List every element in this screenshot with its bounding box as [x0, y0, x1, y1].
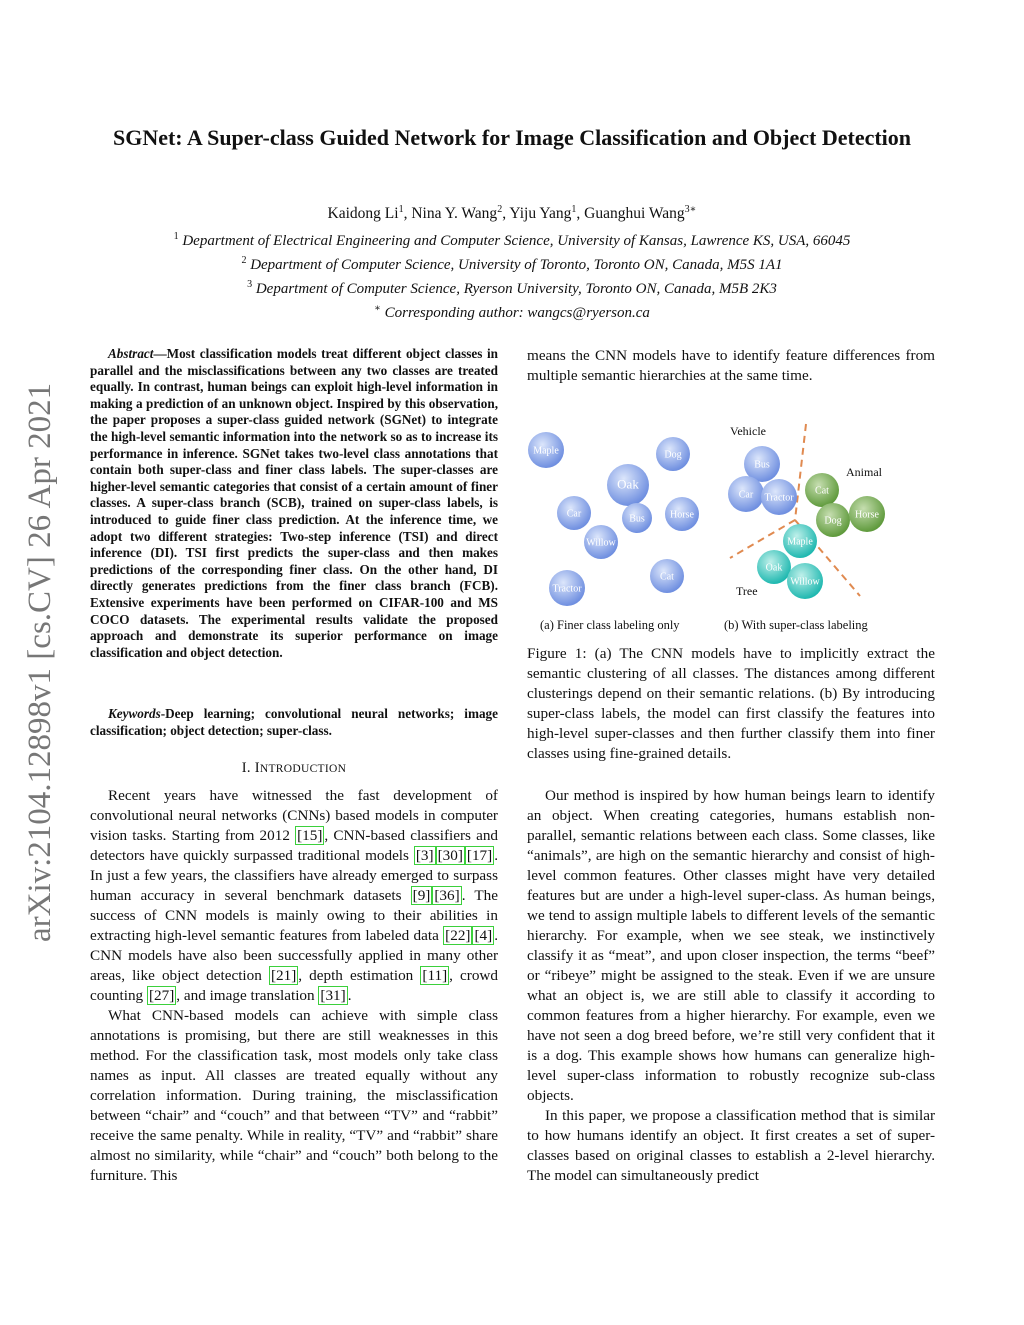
right-paragraph-1: Our method is inspired by how human beings learn to identify an object. When creating categories, humans establish non-parallel, semantic relations between each class. Some classes, like “animals”, are high on the semantic hierarchy and consist of high-level common features. Other classes might have very detailed features but are under a high-level super-class. As human beings, we tend to assign multiple labels to different levels of the semantic hierarchy. For example, when we see steak, we instinctively classify it as “meat”, and upon closer inspection, the terms “beef” or “ribeye” might be assigned to the steak. Even if we are unsure what an object is, we are still able to classify it according to common features from a higher hierarchy. For example, even we have not seen a dog breed before, we’re still very confident that it is a dog. This example shows how humans can generalize high-level super-class information to robustly recognize sub-class objects.: [527, 787, 935, 1104]
keywords-label: Keywords: [108, 706, 161, 721]
panel-a-node-label: Maple: [533, 445, 559, 457]
author-name: Kaidong Li: [327, 205, 399, 223]
author-sup: 3∗: [684, 204, 697, 215]
keywords: [90, 706, 498, 739]
citation-link[interactable]: [11]: [422, 967, 448, 984]
panel-b-node-label: Willow: [790, 576, 820, 588]
panel-b-node-label: Oak: [765, 562, 783, 574]
citation-link[interactable]: [9]: [412, 887, 431, 904]
panel-b-node-label: Car: [738, 489, 754, 501]
citation-link[interactable]: [21]: [270, 967, 297, 984]
text-span: .: [347, 987, 352, 1004]
text-span: . CNN models have also been successfully applied in many other areas, like object detection: [90, 927, 498, 984]
figure-1-graphic: [527, 418, 935, 640]
abstract-text: —Most classification models treat different object classes in parallel and the misclassifications between any two classes are treated equally. In contrast, human beings can exploit high-level information in making a prediction of an unknown object. Inspired by this observation, the paper proposes a super-class guided network (SGNet) to integrate the high-level semantic information into the network so as to increase its performance in inference. SGNet takes two-level class annotations that contain both super-class and finer class labels. The super-classes are higher-level semantic categories that consist of a certain amount of finer classes. A super-class branch (SCB), trained on super-class labels, is introduced to guide finer class prediction. At the inference time, we adopt two different strategies: Two-step inference (TSI) and direct inference (DI). TSI first predicts the super-class and then makes predictions of the corresponding finer class. On the other hand, DI directly generates predictions from the finer class branch (FCB). Extensive experiments have been performed on CIFAR-100 and MS COCO datasets. The experimental results validate the proposed approach and demonstrate its superior performance on image classification and object detection.: [90, 346, 498, 660]
right-column-continuation: means the CNN models have to identify feature differences from multiple semantic hierarchies at the same time.: [527, 347, 935, 384]
citation-link[interactable]: [17]: [466, 847, 493, 864]
affiliation-line: [60, 299, 964, 323]
text-span: , crowd counting: [90, 967, 498, 1004]
panel-a-node-label: Horse: [670, 509, 694, 521]
panel-b-node-label: Maple: [787, 536, 813, 548]
citation-link[interactable]: [15]: [297, 827, 323, 844]
author-sup: 2: [497, 204, 503, 215]
figure-1: [527, 418, 935, 640]
panel-a-node-label: Bus: [629, 513, 645, 525]
section-rest: NTRODUCTION: [259, 763, 347, 775]
keywords-text: -Deep learning; convolutional neural networks; image classification; object detection; super-class.: [90, 706, 498, 738]
citation-link[interactable]: [27]: [148, 987, 175, 1004]
right-column-body: [527, 786, 935, 1186]
group-label-tree: Tree: [736, 584, 758, 598]
affiliations: [60, 227, 964, 323]
affiliation-text: Department of Computer Science, Ryerson University, Toronto ON, Canada, M5B 2K3: [255, 281, 777, 297]
text-span: . In just a few years, the classifiers have already emerged to surpass human accuracy in several benchmark datasets: [90, 847, 498, 904]
author-name: Yiju Yang: [509, 205, 572, 223]
affiliation-text: Department of Computer Science, University of Toronto, Toronto ON, Canada, M5S 1A1: [250, 257, 783, 273]
citation-link[interactable]: [4]: [474, 927, 493, 944]
affiliation-sup: 1: [173, 231, 179, 242]
text-span: , and image translation: [176, 987, 319, 1004]
abstract: [90, 346, 498, 661]
affiliation-line: [60, 275, 964, 299]
group-label-vehicle: Vehicle: [730, 424, 766, 438]
affiliation-text: Corresponding author: wangcs@ryerson.ca: [384, 305, 650, 321]
affiliation-sup: 2: [241, 255, 247, 266]
paper-title: SGNet: A Super-class Guided Network for Image Classification and Object Detection: [112, 125, 912, 150]
affiliation-line: [60, 227, 964, 251]
panel-b-node-label: Cat: [815, 485, 829, 497]
citation-link[interactable]: [22]: [445, 927, 471, 944]
panel-b-node-label: Horse: [855, 509, 879, 521]
text-span: , CNN-based classifiers and detectors have quickly surpassed traditional models: [90, 827, 499, 864]
author-sup: 1: [571, 204, 577, 215]
panel-b-node-label: Tractor: [764, 492, 794, 504]
figure-1-caption: Figure 1: (a) The CNN models have to implicitly extract the semantic clustering of all classes. The distances among different clusterings depend on their semantic relations. (b) By introducing super-class labels, the model can first classify the features into high-level super-classes and then further classify them into finer classes using fine-grained details.: [527, 645, 935, 762]
introduction-text: [90, 786, 498, 1186]
intro-paragraph-2: What CNN-based models can achieve with simple class annotations is promising, but there are still weaknesses in this method. For the classification task, most models only take class names as input. All classes are treated equally without any correlation information. During training, the misclassification between “chair” and “couch” and that between “TV” and “rabbit” receive the same penalty. While in reality, “TV” and “rabbit” share almost no similarity, while “chair” and “couch” both belong to the furniture. This: [90, 1007, 498, 1184]
panel-a-nodes: [528, 432, 699, 606]
text-span: , depth estimation: [298, 967, 421, 984]
right-paragraph-2: In this paper, we propose a classification method that is similar to how humans identify an object. It first creates a set of super-classes based on original classes to establish a 2-level hierarchy. The model can simultaneously predict: [527, 1107, 935, 1184]
affiliation-sup: ∗: [374, 303, 381, 314]
citation-link[interactable]: [31]: [320, 987, 346, 1004]
citation-link[interactable]: [36]: [434, 887, 460, 904]
arxiv-stamp-text: arXiv:2104.12898v1 [cs.CV] 26 Apr 2021: [22, 382, 58, 942]
arxiv-stamp: [10, 352, 70, 942]
subcaption-b: (b) With super-class labeling: [724, 618, 868, 632]
group-label-animal: Animal: [846, 465, 882, 479]
author-name: Nina Y. Wang: [411, 205, 498, 223]
panel-a-node-label: Cat: [660, 571, 674, 583]
text-span: . The success of CNN models is mainly owing to their abilities in extracting high-level semantic features from labeled data: [90, 887, 498, 944]
panel-a-node-label: Oak: [617, 476, 639, 492]
affiliation-sup: 3: [247, 279, 253, 290]
affiliation-text: Department of Electrical Engineering and Computer Science, University of Kansas, Lawrence KS, USA, 66045: [182, 233, 851, 249]
affiliation-line: [60, 251, 964, 275]
super-class-divider-line: [795, 424, 806, 520]
panel-a-node-label: Tractor: [552, 583, 582, 595]
text-span: Recent years have witnessed the fast development of convolutional neural networks (CNNs) based models in computer vision tasks. Starting from 2012: [90, 787, 498, 844]
author-list: Kaidong Li$^1$, Nina Y. Wang$^2$, Yiju Yang$^1$, Guanghui Wang$^{3∗}$: [327, 204, 697, 223]
panel-b-node-label: Dog: [824, 515, 842, 527]
panel-a-node-label: Car: [566, 508, 582, 520]
section-number: I.: [241, 760, 255, 776]
panel-b-node-label: Bus: [754, 459, 770, 471]
author-sup: 1: [398, 204, 404, 215]
panel-a-node-label: Dog: [664, 449, 682, 461]
section-initial: I: [254, 760, 260, 776]
citation-link[interactable]: [30]: [437, 847, 463, 864]
abstract-label: Abstract: [108, 346, 154, 361]
section-heading-introduction: [90, 760, 498, 777]
panel-a-node-label: Willow: [586, 537, 616, 549]
subcaption-a: (a) Finer class labeling only: [540, 618, 680, 632]
author-name: Guanghui Wang: [584, 205, 685, 223]
citation-link[interactable]: [3]: [415, 847, 434, 864]
intro-paragraph-1: [90, 786, 498, 1006]
